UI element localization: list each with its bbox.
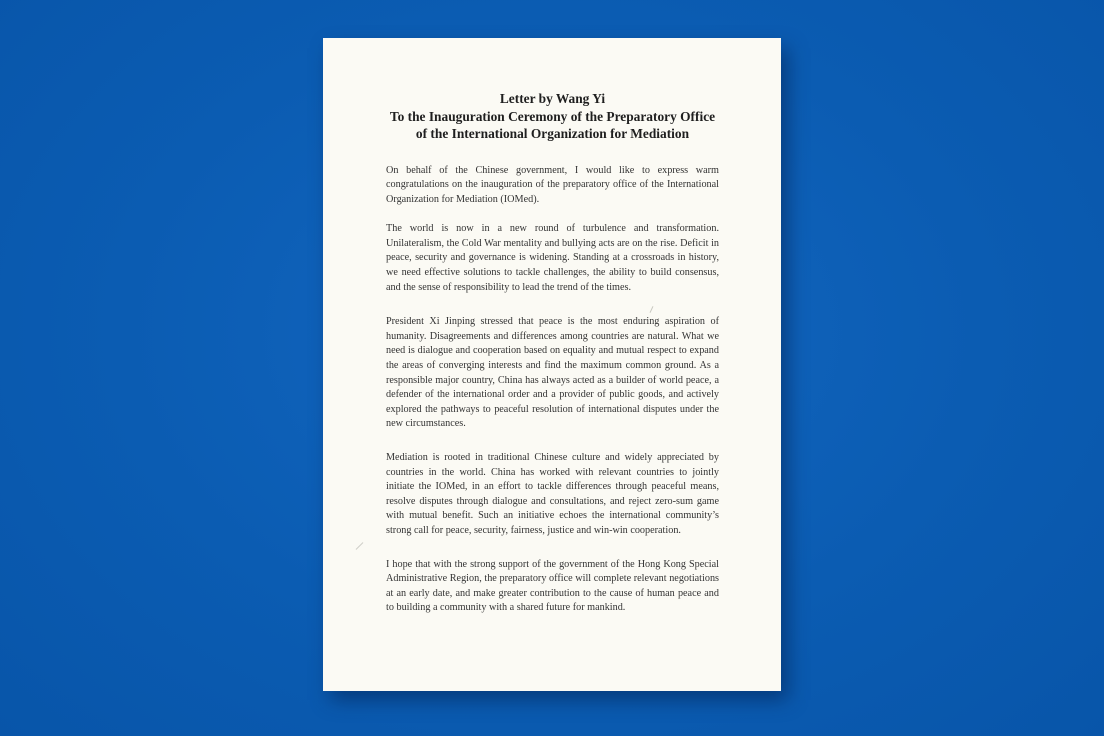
paragraph-5: I hope that with the strong support of the government of the Hong Kong Special Administrative Region, the preparatory office will complete relevant negotiations at an early date, and make greater contribution to the cause of human peace and to building a community with a shared future for mankind. [386, 558, 719, 614]
title-line-3: of the International Organization for Mediation [415, 126, 690, 141]
paper-mark [356, 542, 364, 550]
paragraph-2: The world is now in a new round of turbulence and transformation. Unilateralism, the Cold War mentality and bullying acts are on the rise. Deficit in peace, security and governance is widening. Standing at a crossroads in history, we need effective solutions to tackle challenges, the ability to build consensus, and the sense of responsibility to lead the trend of the times. [386, 223, 719, 293]
paragraph-1: On behalf of the Chinese government, I would like to express warm congratulations on the inauguration of the preparatory office of the International Organization for Mediation (IOMed). [386, 164, 719, 205]
paper-mark [650, 306, 654, 313]
letter-title [386, 90, 719, 143]
title-line-1: Letter by Wang Yi [499, 91, 606, 106]
paragraph-4: Mediation is rooted in traditional Chinese culture and widely appreciated by countries in the world. China has worked with relevant countries to jointly initiate the IOMed, in an effort to tackle differences through peaceful means, resolve disputes through dialogue and consultations, and reject zero-sum game with mutual benefit. Such an initiative echoes the international community’s strong call for peace, security, fairness, justice and win-win cooperation. [386, 452, 719, 536]
letter-page [323, 38, 781, 691]
title-line-2: To the Inauguration Ceremony of the Preparatory Office [389, 108, 716, 124]
paragraph-3: President Xi Jinping stressed that peace is the most enduring aspiration of humanity. Disagreements and differences among countries are natural. What we need is dialogue and cooperation based on equality and mutual respect to expand the areas of converging interests and find the maximum common ground. As a responsible major country, China has always acted as a builder of world peace, a defender of the international order and a provider of public goods, and actively explored the pathways to peaceful resolution of international disputes under the new circumstances. [386, 316, 719, 430]
